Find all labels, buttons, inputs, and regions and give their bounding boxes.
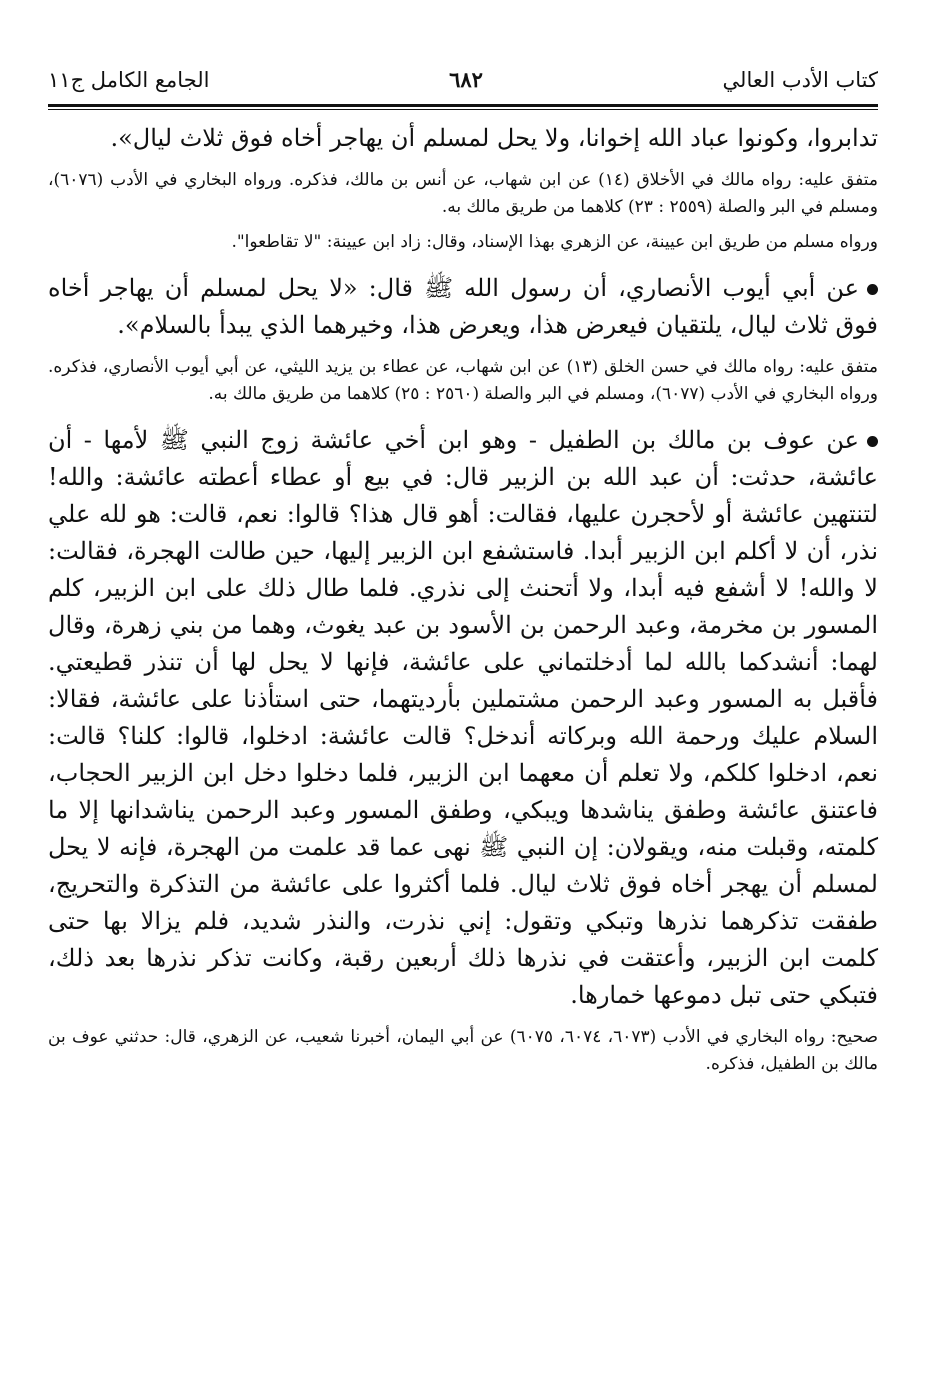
hadith-text [48, 270, 878, 344]
hadith-body: عن عوف بن مالك بن الطفيل - وهو ابن أخي عائشة زوج النبي ﷺ لأمها - أن عائشة، حدثت: أن عبد الله بن الزبير قال: في بيع أو عطاء أعطته عائشة: والله! لتنتهين عائشة أو لأحجرن عليها، فقالت: أهو قال هذا؟ قالوا: نعم، قالت: هو لله علي نذر، أن لا أكلم ابن الزبير أبدا. فاستشفع ابن الزبير إليها، حين طالت الهجرة، فقالت: لا والله! لا أشفع فيه أبدا، ولا أتحنث إلى نذري. فلما طال ذلك على ابن الزبير، كلم المسور بن مخرمة، وعبد الرحمن بن الأسود بن عبد يغوث، وهما من بني زهرة، وقال لهما: أنشدكما بالله لما أدخلتماني على عائشة، فإنها لا يحل لها أن تنذر قطيعتي. فأقبل به المسور وعبد الرحمن مشتملين بأرديتهما، حتى استأذنا على عائشة، فقالا: السلام عليك ورحمة الله وبركاته أندخل؟ قالت عائشة: ادخلوا، قالوا: كلنا؟ قالت: نعم، ادخلوا كلكم، ولا تعلم أن معهما ابن الزبير، فلما دخلوا دخل ابن الزبير الحجاب، فاعتنق عائشة وطفق يناشدها ويبكي، وطفق المسور وعبد الرحمن يناشدانها إلا ما كلمته، وقبلت منه، ويقولان: إن النبي ﷺ نهى عما قد علمت من الهجرة، فإنه لا يحل لمسلم أن يهجر أخاه فوق ثلاث ليال. فلما أكثروا على عائشة من التذكرة والتحريج، طفقت تذكرهما نذرها وتبكي وتقول: إني نذرت، والنذر شديد، فلم يزالا بها حتى كلمت ابن الزبير، وأعتقت في نذرها ذلك أربعين رقبة، وكانت تذكر نذرها بعد ذلك، فتبكي حتى تبل دموعها خمارها. [48, 426, 879, 1009]
bullet-icon [867, 436, 878, 447]
book-page [48, 58, 878, 1092]
page-number: ٦٨٢ [449, 67, 483, 92]
running-header [48, 58, 878, 102]
bullet-icon [867, 284, 878, 295]
hadith-text [48, 422, 878, 1014]
header-rule-thick [48, 104, 878, 107]
hadith-text-continued: تدابروا، وكونوا عباد الله إخوانا، ولا يحل لمسلم أن يهاجر أخاه فوق ثلاث ليال». [110, 124, 878, 152]
header-rule-thin [48, 109, 878, 110]
takhrij-note: متفق عليه: رواه مالك في حسن الخلق (١٣) عن ابن شهاب، عن عطاء بن يزيد الليثي، عن أبي أيوب الأنصاري، فذكره. ورواه البخاري في الأدب (٦٠٧٧)، ومسلم في البر والصلة (٢٥٦٠ : ٢٥) كلاهما من طريق مالك به. [48, 357, 879, 404]
page-body [48, 120, 878, 1078]
takhrij-note: صحيح: رواه البخاري في الأدب (٦٠٧٣، ٦٠٧٤، ٦٠٧٥) عن أبي اليمان، أخبرنا شعيب، عن الزهري، قال: حدثني عوف بن مالك بن الطفيل، فذكره. [48, 1027, 879, 1074]
volume-title: الجامع الكامل ج١١ [48, 68, 210, 92]
hadith-body: عن أبي أيوب الأنصاري، أن رسول الله ﷺ قال: «لا يحل لمسلم أن يهاجر أخاه فوق ثلاث ليال، يلتقيان فيعرض هذا، ويعرض هذا، وخيرهما الذي يبدأ بالسلام». [48, 274, 878, 339]
takhrij-note: ورواه مسلم من طريق ابن عيينة، عن الزهري بهذا الإسناد، وقال: زاد ابن عيينة: "لا تقاطعوا". [231, 232, 878, 252]
book-title: كتاب الأدب العالي [722, 68, 878, 92]
takhrij-note: متفق عليه: رواه مالك في الأخلاق (١٤) عن ابن شهاب، عن أنس بن مالك، فذكره. ورواه البخاري في الأدب (٦٠٧٦)، ومسلم في البر والصلة (٢٥٥٩ : ٢٣) كلاهما من طريق مالك به. [48, 170, 878, 217]
